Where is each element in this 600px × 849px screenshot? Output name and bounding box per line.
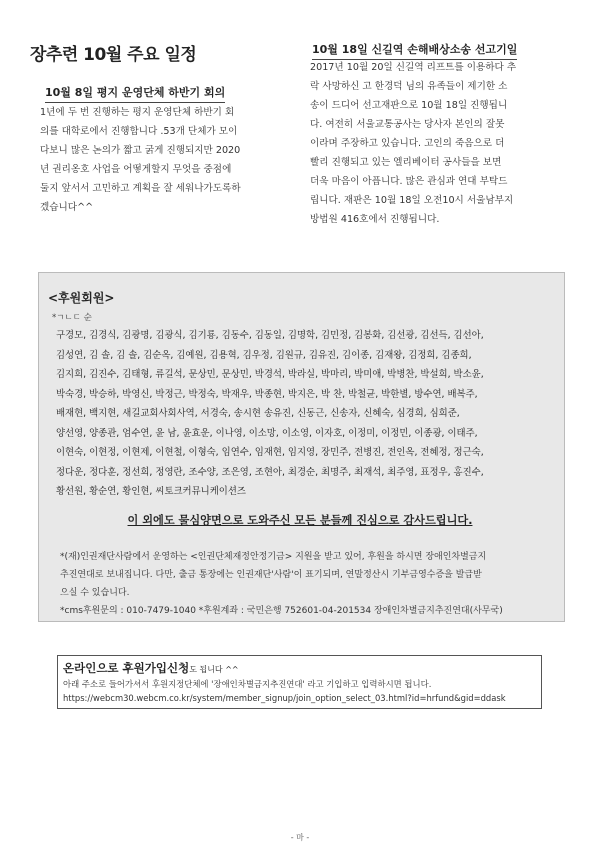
right-line: 더욱 마음이 아픕니다. 많은 관심과 연대 부탁드 (310, 176, 508, 187)
name-line: 박숙경, 박승하, 박영신, 박정근, 박정숙, 박재우, 박종현, 박지은, 박 찬, 박철균, 박한별, 방수연, 배복주, (56, 388, 478, 400)
name-line: 배재현, 백지현, 새길교회사회사역, 서경숙, 송시현 송유진, 신동근, 신송자, 신혜숙, 심경희, 심희준, (56, 408, 460, 419)
page-number: - 마 - (290, 833, 310, 842)
name-line: 김성연, 김 솔, 김 솔, 김순옥, 김예원, 김용혁, 김우정, 김원규, 김유진, 김이종, 김재왕, 김정희, 김종희, (56, 349, 472, 361)
name-line: 이현숙, 이현정, 이현제, 이현철, 이형숙, 임연수, 임재현, 임지영, 장민주, 전병진, 전인옥, 전혜정, 정근숙, (56, 447, 484, 458)
thanks-message: 이 외에도 물심양면으로 도와주신 모든 분들께 진심으로 감사드립니다. (127, 514, 473, 527)
order-note: *ㄱㄴㄷ 순 (52, 313, 92, 323)
online-title-suffix: 도 됩니다 ^^ (189, 665, 239, 674)
signup-url-link[interactable]: https://webcm30.webcm.co.kr/system/member_signup/join_option_select_03.html?id=hrfund&gid=ddask (63, 693, 506, 703)
right-line: 립니다. 재판은 10월 18일 오전10시 서울남부지 (310, 195, 514, 206)
supporters-heading: <후원회원> (48, 291, 115, 305)
name-line: 황선원, 황순연, 황인현, 씨토크커뮤니케이션즈 (56, 486, 246, 497)
right-section-heading: 10월 18일 신길역 손해배상소송 선고기일 (312, 41, 517, 60)
note-line: *(재)인권재단사람에서 운영하는 <인권단체재정안정기금> 지원을 받고 있어, 후원을 하시면 장애인차별금지 (60, 552, 487, 562)
page-title: 장추련 10월 주요 일정 (30, 45, 197, 65)
name-line: 양선영, 양종관, 엄수연, 윤 남, 윤효운, 이나영, 이소망, 이소영, 이자호, 이정미, 이정민, 이종광, 이태주, (56, 427, 478, 439)
right-line: 다. 여전히 서울교통공사는 당사자 본인의 잘못 (310, 119, 505, 130)
note-line: 추진연대로 보내집니다. 다만, 출금 통장에는 인권재단'사람'이 표기되며, 연말정산시 기부금영수증을 발급받 (60, 570, 482, 580)
left-line: 년 권리옹호 사업을 어떻게할지 무엇을 중점에 (40, 164, 232, 175)
right-line: 락 사망하신 고 한경덕 님의 유족들이 제기한 소 (310, 81, 508, 92)
right-line: 빨리 진행되고 있는 엘리베이터 공사들을 보면 (310, 157, 502, 168)
right-line: 송이 드디어 선고재판으로 10월 18일 진행됩니 (310, 100, 508, 111)
right-line: 방법원 416호에서 진행됩니다. (310, 214, 440, 225)
right-line: 2017년 10월 20일 신길역 리프트를 이용하다 추 (310, 62, 517, 73)
donation-notes (60, 548, 550, 620)
online-title-text: 온라인으로 후원가입신청 (63, 661, 190, 675)
supporter-names (56, 326, 546, 502)
left-section-body (40, 103, 275, 217)
note-line: 으실 수 있습니다. (60, 588, 130, 598)
right-line: 이라며 주장하고 있습니다. 고인의 죽음으로 더 (310, 138, 505, 149)
left-section-heading: 10월 8일 평지 운영단체 하반기 회의 (45, 84, 225, 103)
name-line: 정다운, 정다훈, 정선희, 정영란, 조수양, 조은영, 조현아, 최경순, 최명주, 최재석, 최주영, 표정우, 홍진수, (56, 466, 484, 478)
left-line: 1년에 두 번 진행하는 평지 운영단체 하반기 회 (40, 107, 235, 118)
online-signup-description: 아래 주소로 들어가셔서 후원지정단체에 '장애인차별금지추진연대' 라고 기입하고 입력하시면 됩니다. (63, 679, 432, 689)
note-line: *cms후원문의 : 010-7479-1040 *후원계좌 : 국민은행 752601-04-201534 장애인차별금지추진연대(사무국) (60, 606, 503, 616)
left-line: 둘지 앞서서 고민하고 계획을 잘 세워나가도록하 (40, 183, 241, 194)
left-line: 겠습니다^^ (40, 202, 94, 213)
left-line: 의를 대학로에서 진행합니다 .53개 단체가 모이 (40, 126, 238, 137)
name-line: 구경모, 김경식, 김광명, 김광식, 김기룡, 김동수, 김동일, 김명학, 김민정, 김봉화, 김선광, 김선득, 김선아, (56, 330, 484, 341)
online-signup-title (63, 660, 239, 676)
name-line: 김지희, 김진수, 김태형, 류길석, 문상민, 문상민, 박경석, 박라실, 박마리, 박미애, 박병찬, 박설희, 박소윤, (56, 369, 484, 380)
left-line: 다보니 많은 논의가 짧고 굵게 진행되지만 2020 (40, 145, 241, 156)
right-section-body (310, 58, 560, 229)
